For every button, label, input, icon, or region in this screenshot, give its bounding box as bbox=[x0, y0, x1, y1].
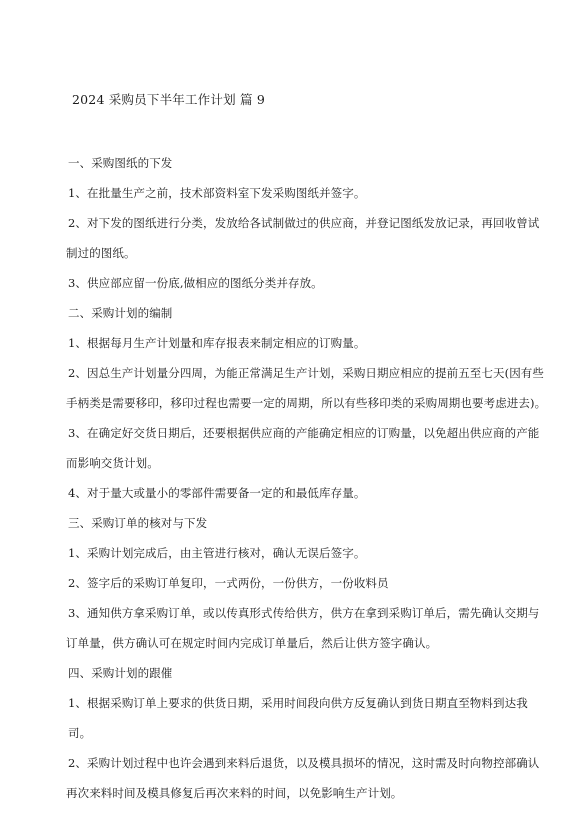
paragraph: 2、因总生产计划量分四周，为能正常满足生产计划，采购日期应相应的提前五至七天(因有些 bbox=[68, 366, 544, 380]
document-title: 2024 采购员下半年工作计划 篇 9 bbox=[72, 92, 265, 107]
section-heading-2: 二、采购计划的编制 bbox=[68, 306, 173, 320]
paragraph-continuation: 订单量，供方确认可在规定时间内完成订单量后，然后让供方签字确认。 bbox=[66, 636, 438, 650]
document-body bbox=[68, 148, 548, 808]
paragraph: 2、对下发的图纸进行分类，发放给各试制做过的供应商，并登记图纸发放记录，再回收曾试 bbox=[68, 216, 540, 230]
paragraph: 4、对于量大或量小的零部件需要备一定的和最低库存量。 bbox=[68, 486, 366, 500]
paragraph-continuation: 制过的图纸。 bbox=[66, 246, 136, 260]
paragraph-continuation: 手柄类是需要移印，移印过程也需要一定的周期，所以有些移印类的采购周期也要考虑进去)。 bbox=[66, 396, 547, 410]
paragraph: 3、通知供方拿采购订单，或以传真形式传给供方，供方在拿到采购订单后，需先确认交期与 bbox=[68, 606, 540, 620]
section-heading-3: 三、采购订单的核对与下发 bbox=[68, 516, 208, 530]
paragraph: 1、采购计划完成后，由主管进行核对，确认无误后签字。 bbox=[68, 546, 366, 560]
paragraph: 2、采购计划过程中也许会遇到来料后退货，以及模具损坏的情况，这时需及时向物控部确认 bbox=[68, 756, 540, 770]
paragraph-continuation: 再次来料时间及模具修复后再次来料的时间，以免影响生产计划。 bbox=[66, 786, 403, 800]
section-heading-1: 一、采购图纸的下发 bbox=[68, 156, 173, 170]
paragraph: 3、在确定好交货日期后，还要根据供应商的产能确定相应的订购量，以免超出供应商的产能 bbox=[68, 426, 540, 440]
paragraph-continuation: 而影响交货计划。 bbox=[66, 456, 159, 470]
paragraph: 1、根据每月生产计划量和库存报表来制定相应的订购量。 bbox=[68, 336, 366, 350]
paragraph: 2、签字后的采购订单复印，一式两份，一份供方，一份收料员 bbox=[68, 576, 389, 590]
paragraph: 1、根据采购订单上要求的供货日期，采用时间段向供方反复确认到货日期直至物料到达我司。 bbox=[68, 696, 528, 740]
section-heading-4: 四、采购计划的跟催 bbox=[68, 666, 173, 680]
paragraph: 3、供应部应留一份底,做相应的图纸分类并存放。 bbox=[68, 276, 323, 290]
paragraph: 1、在批量生产之前，技术部资料室下发采购图纸并签字。 bbox=[68, 186, 366, 200]
